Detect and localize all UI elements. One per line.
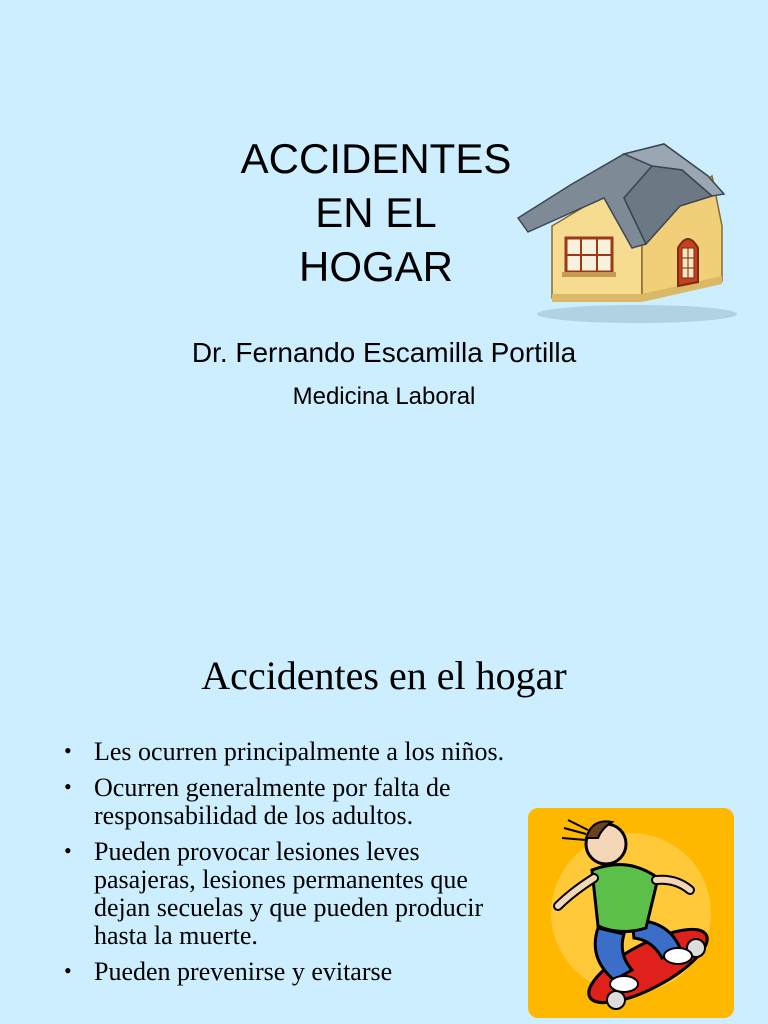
content-slide-title: Accidentes en el hogar (201, 653, 567, 698)
bullet-icon: • (64, 958, 72, 983)
bullet-text: Pueden provocar lesiones leves pasajeras, lesiones permanentes que dejan secuelas y que pueden producir hasta la muerte. (94, 837, 484, 950)
bullet-text: Ocurren generalmente por falta de responsabilidad de los adultos. (94, 773, 451, 830)
title-line-1: ACCIDENTES (240, 135, 512, 182)
list-item (62, 738, 522, 766)
slide-title (200, 132, 552, 294)
bullet-icon: • (64, 774, 72, 799)
bullet-list (62, 738, 522, 994)
content-slide (0, 512, 768, 1024)
bullet-icon: • (64, 838, 72, 863)
title-line-2: EN EL (315, 189, 437, 236)
house-icon (512, 136, 742, 326)
list-item (62, 774, 522, 830)
title-line-3: HOGAR (298, 243, 453, 290)
bullet-text: Les ocurren principalmente a los niños. (94, 737, 505, 766)
bullet-icon: • (64, 738, 72, 763)
list-item (62, 958, 522, 986)
list-item (62, 838, 522, 950)
presenter-department: Medicina Laboral (292, 383, 476, 410)
presenter-name: Dr. Fernando Escamilla Portilla (191, 337, 577, 368)
skateboarder-icon (528, 808, 734, 1018)
bullet-text: Pueden prevenirse y evitarse (94, 957, 393, 986)
